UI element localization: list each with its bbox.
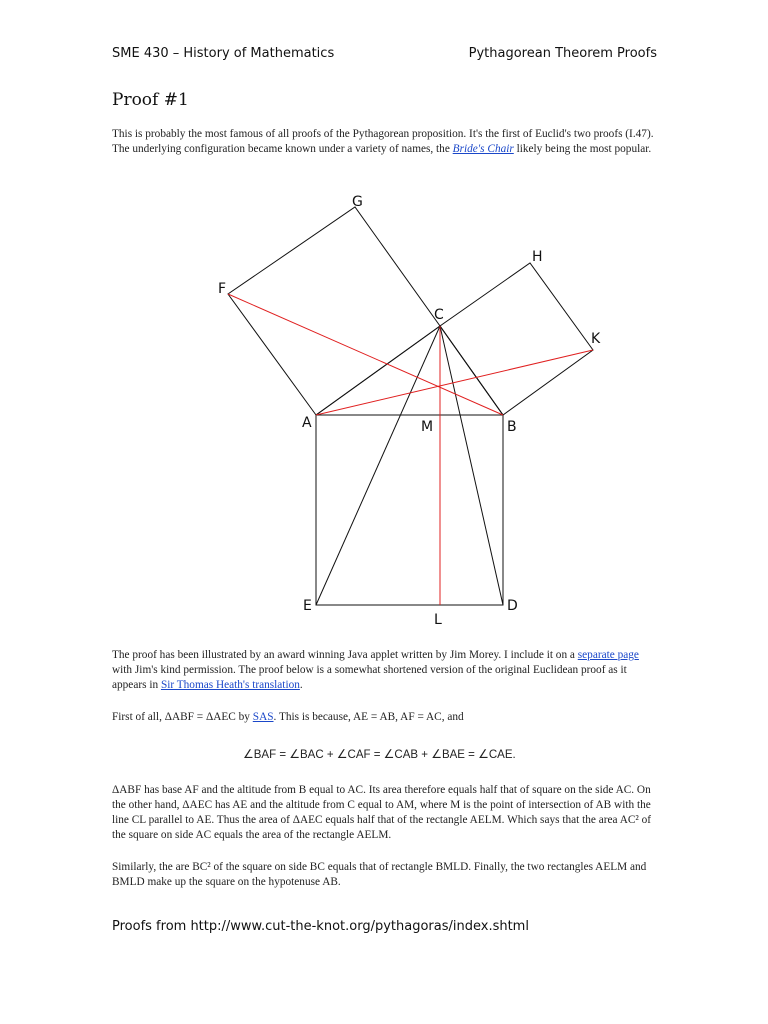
first-text-1: First of all, ΔABF = ΔAEC by — [112, 711, 253, 723]
label-f: F — [218, 281, 227, 297]
angle-icon: ∠ — [289, 747, 301, 761]
applet-text-2: with Jim's kind permission. The proof below is a somewhat shortened version of the original Euclidean proof as it appears in — [112, 664, 627, 691]
red-lines — [228, 294, 593, 605]
point-labels — [218, 194, 601, 628]
intro-text-2: likely being the most popular. — [513, 143, 652, 155]
eq-term-6: CAE. — [488, 749, 516, 761]
similar-paragraph: Similarly, the are BC² of the square on side BC equals that of rectangle BMLD. Finally, the two rectangles AELM and BMLD make up the square on the hypotenuse AB. — [112, 861, 647, 888]
label-m: M — [421, 419, 434, 435]
label-g: G — [352, 194, 363, 210]
segment-cd — [440, 326, 503, 605]
label-l: L — [434, 612, 442, 628]
side-ac — [316, 326, 440, 415]
angle-icon: ∠ — [383, 747, 395, 761]
angle-icon: ∠ — [243, 747, 254, 761]
square-on-hypotenuse — [316, 415, 503, 605]
eq-term-5: BAE = — [441, 749, 479, 761]
label-c: C — [434, 307, 444, 323]
angle-equation — [243, 747, 516, 761]
separate-page-link[interactable]: separate page — [577, 649, 639, 661]
black-lines — [228, 207, 593, 605]
applet-text-3: . — [299, 679, 303, 691]
label-b: B — [507, 419, 517, 435]
sas-link[interactable]: SAS — [252, 711, 274, 723]
first-paragraph — [112, 710, 657, 725]
segment-ce — [316, 326, 440, 605]
brides-chair-link[interactable]: Bride's Chair — [452, 143, 514, 155]
angle-icon: ∠ — [336, 747, 348, 761]
applet-text-1: The proof has been illustrated by an award winning Java applet written by Jim Morey. I include it on a — [112, 649, 578, 661]
applet-paragraph — [112, 648, 657, 693]
square-on-ac — [228, 207, 440, 415]
angle-icon: ∠ — [478, 747, 489, 761]
heath-translation-link[interactable]: Sir Thomas Heath's translation — [160, 679, 300, 691]
footer-source: Proofs from http://www.cut-the-knot.org/pythagoras/index.shtml — [112, 919, 529, 934]
label-k: K — [591, 331, 601, 347]
square-on-bc — [440, 263, 593, 415]
label-e: E — [303, 598, 312, 614]
course-title: SME 430 – History of Mathematics — [112, 46, 335, 61]
angle-icon: ∠ — [431, 747, 442, 761]
area-paragraph: ΔABF has base AF and the altitude from B equal to AC. Its area therefore equals half that of square on the side AC. On the other hand, ΔAEC has AE and the altitude from C equal to AM, where M is the point of intersection of AB with the line CL parallel to AE. Thus the area of ΔAEC equals half that of the rectangle AELM. Which says that the area AC² of the square on side AC equals the area of the rectangle AELM. — [112, 784, 652, 841]
eq-term-3: CAF = — [347, 749, 384, 761]
proof-title: Proof #1 — [112, 90, 189, 110]
intro-text-1: This is probably the most famous of all proofs of the Pythagorean proposition. It's the first of Euclid's two proofs (I.47). The underlying configuration became known under a variety of names, the — [112, 128, 654, 155]
label-a: A — [302, 415, 312, 431]
segment-fb — [228, 294, 503, 415]
eq-term-4: CAB + — [394, 749, 432, 761]
eq-term-2: BAC + — [300, 749, 337, 761]
label-h: H — [532, 249, 543, 265]
label-d: D — [507, 598, 518, 614]
eq-term-1: BAF = — [253, 749, 290, 761]
first-text-2: . This is because, AE = AB, AF = AC, and — [273, 711, 464, 723]
segment-ak — [316, 350, 593, 415]
topic-title: Pythagorean Theorem Proofs — [468, 46, 657, 61]
